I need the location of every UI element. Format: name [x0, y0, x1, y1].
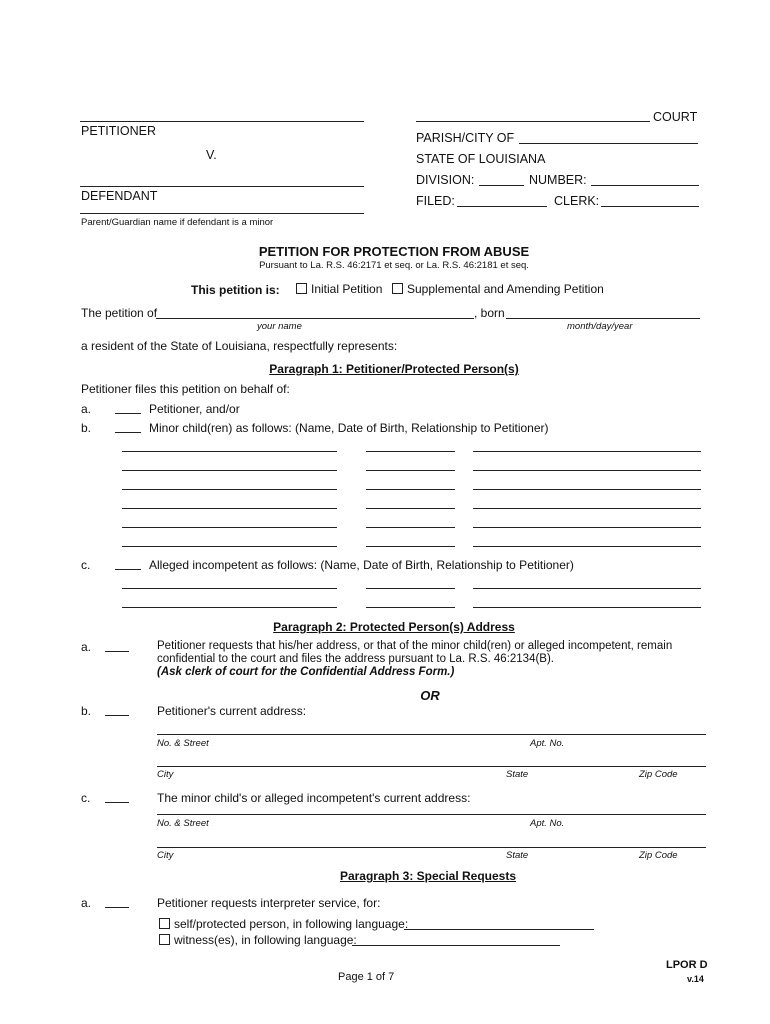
minor-child-dob-line[interactable] — [366, 470, 455, 471]
initial-petition-label: Initial Petition — [311, 282, 383, 296]
filed-label: FILED: — [416, 194, 455, 208]
minor-child-dob-line[interactable] — [366, 489, 455, 490]
p3-item-a-text: Petitioner requests interpreter service, for: — [157, 896, 381, 910]
paragraph-2-heading: Paragraph 2: Protected Person(s) Address — [273, 620, 515, 634]
supplemental-petition-option[interactable] — [392, 282, 604, 296]
versus-label: V. — [206, 148, 217, 162]
supplemental-petition-checkbox[interactable] — [392, 283, 403, 294]
minor-child-name-line[interactable] — [122, 508, 337, 509]
self-language-line[interactable] — [404, 929, 594, 930]
street-hint: No. & Street — [157, 818, 209, 829]
or-separator: OR — [420, 688, 440, 703]
defendant-name-line[interactable] — [80, 186, 364, 187]
minor-child-dob-line[interactable] — [366, 546, 455, 547]
incompetent-relationship-line[interactable] — [473, 588, 701, 589]
incompetent-name-line[interactable] — [122, 607, 337, 608]
witness-interpreter-label: witness(es), in following language: — [174, 933, 357, 947]
defendant-label: DEFENDANT — [81, 189, 158, 203]
pursuant-note: Pursuant to La. R.S. 46:2171 et seq. or La. R.S. 46:2181 et seq. — [259, 260, 529, 271]
p3-item-a-letter: a. — [81, 896, 92, 910]
item-c-blank[interactable] — [115, 569, 141, 570]
division-line[interactable] — [479, 185, 524, 186]
item-b-text: Minor child(ren) as follows: (Name, Date of Birth, Relationship to Petitioner) — [149, 421, 549, 435]
court-name-line[interactable] — [416, 121, 650, 122]
paragraph-3-heading: Paragraph 3: Special Requests — [339, 869, 517, 883]
city-hint: City — [157, 850, 174, 861]
incompetent-relationship-line[interactable] — [473, 607, 701, 608]
self-interpreter-option[interactable] — [159, 917, 408, 931]
resident-statement: a resident of the State of Louisiana, respectfully represents: — [81, 339, 398, 353]
apt-hint: Apt. No. — [530, 738, 565, 749]
born-label: , born — [474, 306, 505, 320]
files-on-behalf-label: Petitioner files this petition on behalf of: — [81, 382, 290, 396]
minor-city-line[interactable] — [157, 847, 706, 848]
page-number: Page 1 of 7 — [338, 971, 395, 983]
p2-item-c-text: The minor child's or alleged incompetent's current address: — [157, 791, 471, 805]
state-hint: State — [506, 850, 529, 861]
number-line[interactable] — [591, 185, 699, 186]
confidential-form-note: (Ask clerk of court for the Confidential Address Form.) — [157, 666, 455, 678]
p2-item-c-letter: c. — [81, 791, 91, 805]
minor-child-name-line[interactable] — [122, 489, 337, 490]
item-c-text: Alleged incompetent as follows: (Name, Date of Birth, Relationship to Petitioner) — [149, 558, 574, 572]
zip-hint: Zip Code — [639, 769, 678, 780]
item-b-blank[interactable] — [115, 432, 141, 433]
p2-item-a-blank[interactable] — [105, 651, 129, 652]
parish-label: PARISH/CITY OF — [416, 131, 515, 145]
court-label: COURT — [653, 110, 698, 124]
p2-item-b-text: Petitioner's current address: — [157, 704, 307, 718]
item-a-letter: a. — [81, 402, 92, 416]
petitioner-city-line[interactable] — [157, 766, 706, 767]
form-version: v.14 — [687, 974, 704, 984]
dob-hint: month/day/year — [567, 321, 633, 332]
filed-line[interactable] — [457, 206, 547, 207]
minor-child-dob-line[interactable] — [366, 527, 455, 528]
petitioner-label: PETITIONER — [81, 124, 157, 138]
supplemental-petition-label: Supplemental and Amending Petition — [407, 282, 604, 296]
clerk-label: CLERK: — [554, 194, 600, 208]
guardian-note: Parent/Guardian name if defendant is a minor — [81, 217, 274, 228]
petitioner-street-line[interactable] — [157, 734, 706, 735]
birth-date-line[interactable] — [506, 318, 700, 319]
minor-child-relationship-line[interactable] — [473, 451, 701, 452]
p3-item-a-blank[interactable] — [105, 907, 129, 908]
p2-item-b-letter: b. — [81, 704, 92, 718]
p2-item-a-text-2: confidential to the court and files the address pursuant to La. R.S. 46:2134(B). — [157, 653, 554, 665]
witness-interpreter-checkbox[interactable] — [159, 934, 170, 945]
minor-child-name-line[interactable] — [122, 546, 337, 547]
minor-child-relationship-line[interactable] — [473, 470, 701, 471]
minor-street-line[interactable] — [157, 814, 706, 815]
number-label: NUMBER: — [529, 173, 587, 187]
street-hint: No. & Street — [157, 738, 209, 749]
minor-child-dob-line[interactable] — [366, 508, 455, 509]
form-code: LPOR D — [666, 959, 708, 971]
incompetent-dob-line[interactable] — [366, 588, 455, 589]
p2-item-b-blank[interactable] — [105, 715, 129, 716]
p2-item-c-blank[interactable] — [105, 802, 129, 803]
zip-hint: Zip Code — [639, 850, 678, 861]
initial-petition-checkbox[interactable] — [296, 283, 307, 294]
witness-interpreter-option[interactable] — [159, 933, 357, 947]
clerk-line[interactable] — [601, 206, 699, 207]
minor-child-relationship-line[interactable] — [473, 527, 701, 528]
minor-child-name-line[interactable] — [122, 451, 337, 452]
incompetent-dob-line[interactable] — [366, 607, 455, 608]
minor-child-name-line[interactable] — [122, 470, 337, 471]
this-petition-label: This petition is: — [191, 283, 280, 297]
minor-child-name-line[interactable] — [122, 527, 337, 528]
p2-item-a-text-1: Petitioner requests that his/her address, or that of the minor child(ren) or alleged incompetent, remain — [157, 640, 673, 652]
minor-child-relationship-line[interactable] — [473, 546, 701, 547]
item-a-text: Petitioner, and/or — [149, 402, 240, 416]
minor-child-relationship-line[interactable] — [473, 489, 701, 490]
witness-language-line[interactable] — [352, 945, 560, 946]
apt-hint: Apt. No. — [530, 818, 565, 829]
your-name-hint: your name — [257, 321, 302, 332]
form-title: PETITION FOR PROTECTION FROM ABUSE — [258, 244, 530, 259]
initial-petition-option[interactable] — [296, 282, 382, 296]
incompetent-name-line[interactable] — [122, 588, 337, 589]
item-b-letter: b. — [81, 421, 92, 435]
petition-of-label: The petition of — [81, 306, 158, 320]
item-a-blank[interactable] — [115, 413, 141, 414]
minor-child-dob-line[interactable] — [366, 451, 455, 452]
petitioner-name-line[interactable] — [80, 121, 364, 122]
item-c-letter: c. — [81, 558, 91, 572]
state-label: STATE OF LOUISIANA — [416, 152, 546, 166]
city-hint: City — [157, 769, 174, 780]
parish-line[interactable] — [519, 143, 698, 144]
petitioner-full-name-line[interactable] — [156, 318, 474, 319]
minor-child-relationship-line[interactable] — [473, 508, 701, 509]
guardian-name-line[interactable] — [80, 213, 364, 214]
self-interpreter-label: self/protected person, in following language: — [174, 917, 409, 931]
state-hint: State — [506, 769, 529, 780]
p2-item-a-letter: a. — [81, 640, 92, 654]
self-interpreter-checkbox[interactable] — [159, 918, 170, 929]
division-label: DIVISION: — [416, 173, 475, 187]
paragraph-1-heading: Paragraph 1: Petitioner/Protected Person(s) — [269, 362, 519, 376]
